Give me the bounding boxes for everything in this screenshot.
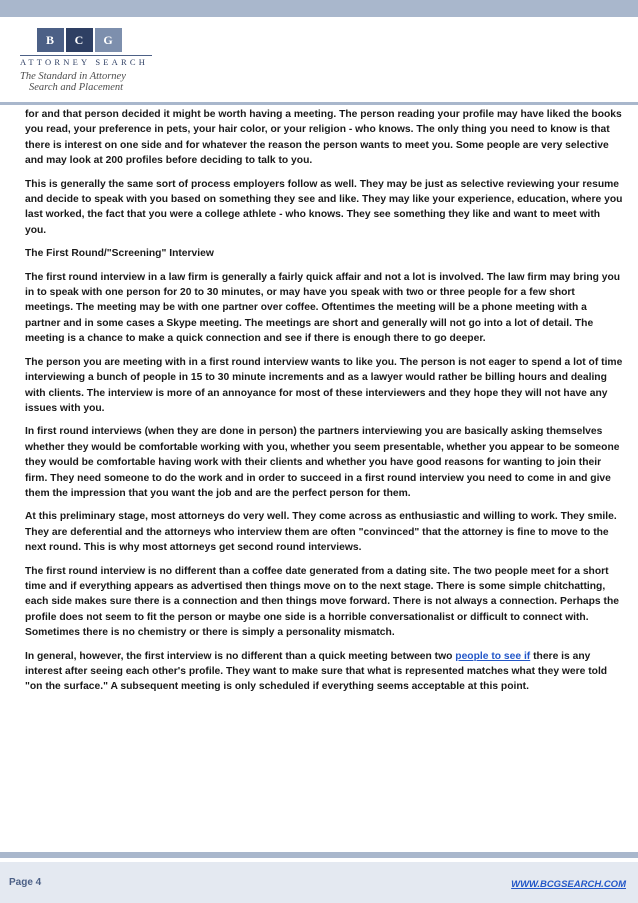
bcg-logo <box>20 28 160 93</box>
logo-letter-b: B <box>37 28 64 52</box>
paragraph-text: In general, however, the first interview is no different than a quick meeting between two <box>25 650 456 662</box>
logo-divider <box>20 55 152 56</box>
paragraph <box>25 649 623 695</box>
website-link[interactable]: WWW.BCGSEARCH.COM <box>511 879 626 890</box>
logo-letter-c: C <box>66 28 93 52</box>
tagline-line-2: Search and Placement <box>29 82 124 93</box>
paragraph-text: there is any interest after seeing each other's profile. They want to make sure that what is represented matches what they were told "on the surface." A subsequent meeting is only scheduled if everything seems acceptable at this point. <box>25 650 608 693</box>
logo-tagline <box>20 71 160 93</box>
logo-letter-g: G <box>95 28 122 52</box>
header-rule <box>0 102 638 105</box>
paragraph: In first round interviews (when they are done in person) the partners interviewing you are basically asking themselves whether they would be comfortable working with you, whether you seem presentable, whether you appear to be someone they would be comfortable having work with their clients and whether you have good reasons for wanting to join their firm. They need someone to do the work and in order to succeed in a first round interview you need to come in and give them the impression that you want the job and are the perfect person for them. <box>25 426 620 499</box>
logo-name: ATTORNEY SEARCH <box>20 57 149 67</box>
paragraph: The first round interview in a law firm is generally a fairly quick affair and not a lot is involved. The law firm may bring you in to speak with one person for 20 to 30 minutes, or may have you speak with two or three people for a few short meetings. The meeting may be with one partner over coffee. Oftentimes the meeting will be a phone meeting with a partner and in some cases a Skype meeting. The meetings are short and generally will not go into a lot of detail. The meeting is a chance to make a quick connection and see if there is enough there to go deeper. <box>25 271 621 345</box>
inline-link[interactable]: people to see if <box>455 650 531 662</box>
logo-letter-boxes <box>37 28 160 52</box>
footer-rule <box>0 852 638 858</box>
paragraph: The first round interview is no different than a coffee date generated from a dating site. The two people meet for a short time and if everything appears as advertised then things move on to the next stage. There is some simple chitchatting, each side makes sure there is a connection and then things move forward. There is not always a connection. Perhaps the profile does not seem to fit the person or maybe one side is a horrible conversationalist or difficult to connect with. Sometimes there is no chemistry or there is simply a personality mismatch. <box>25 565 619 639</box>
paragraph: The person you are meeting with in a first round interview wants to like you. The person is not eager to spend a lot of time interviewing a bunch of people in 15 to 30 minute increments and as a lawyer would rather be billing hours and dealing with clients. The interview is more of an annoyance for most of these interviewers and they hope they will not have any issues with you. <box>25 356 623 414</box>
top-accent-bar <box>0 0 638 17</box>
page-number: Page 4 <box>9 877 42 888</box>
paragraph: This is generally the same sort of process employers follow as well. They may be just as selective reviewing your resume and decide to speak with you based on something they see and like. They may like your experience, education, where you last worked, the fact that you were a college athlete - who knows. They see something they like and want to meet with you. <box>25 178 623 236</box>
paragraph: for and that person decided it might be worth having a meeting. The person reading your profile may have liked the books you read, your preference in pets, your hair color, or your religion - who knows. The only thing you need to know is that there is interest on one side and for whatever the reason the person wants to meet you. Some people are very selective and may look at 200 profiles before deciding to talk to you. <box>25 109 622 167</box>
section-heading: The First Round/"Screening" Interview <box>25 248 214 260</box>
document-body <box>25 107 623 703</box>
paragraph: At this preliminary stage, most attorneys do very well. They come across as enthusiastic and willing to work. They smile. They are deferential and the attorneys who interview them are often "convinced" that the attorney is fine to move to the next round. This is why most attorneys get second round interviews. <box>25 511 617 554</box>
tagline-line-1: The Standard in Attorney <box>20 71 126 82</box>
